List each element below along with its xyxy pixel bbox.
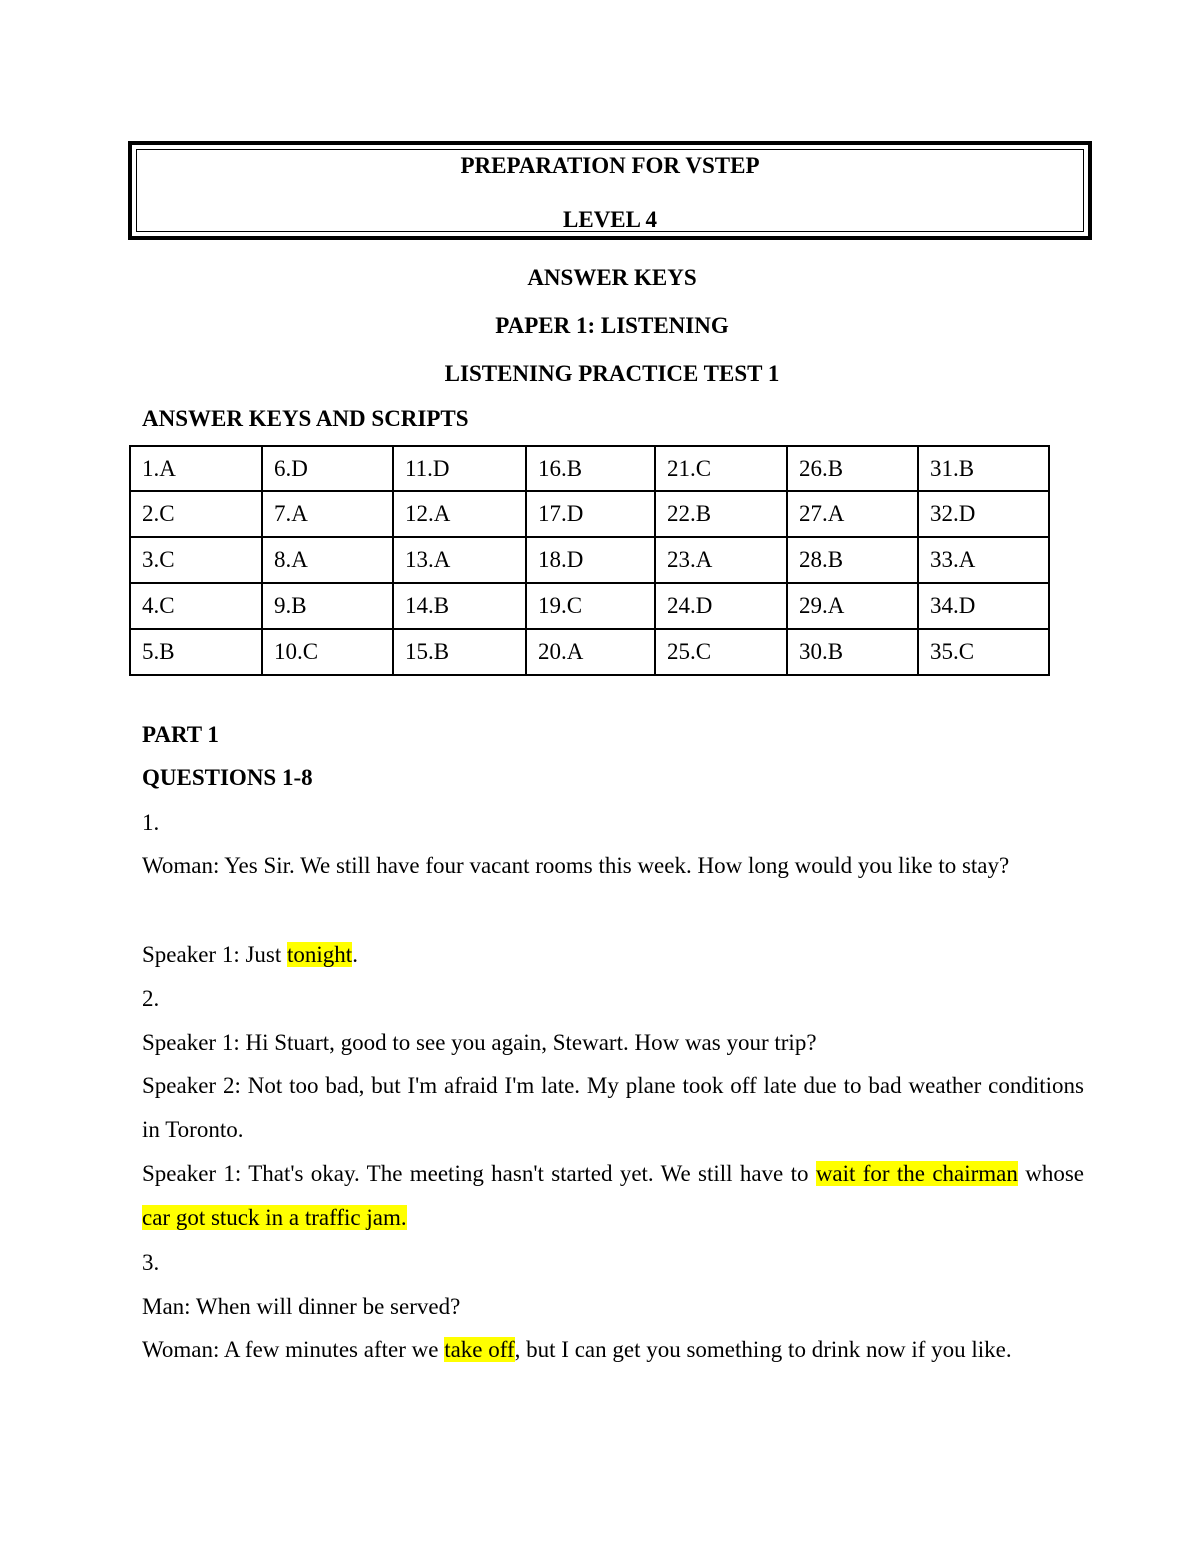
- answer-cell: 17.D: [526, 491, 655, 537]
- script-text: Speaker 2: Not too bad, but I'm afraid I'm late. My plane took off late due to bad weather conditions in Toronto.: [142, 1073, 1084, 1142]
- answer-cell: 32.D: [918, 491, 1049, 537]
- answer-cell: 23.A: [655, 537, 787, 583]
- script-text: Speaker 1: Just: [142, 942, 288, 967]
- answer-cell: 2.C: [130, 491, 262, 537]
- answer-cell: 24.D: [655, 583, 787, 629]
- highlighted-answer: tonight: [287, 942, 353, 967]
- answer-cell: 5.B: [130, 629, 262, 675]
- answer-cell: 16.B: [526, 446, 655, 491]
- heading-test: LISTENING PRACTICE TEST 1: [444, 361, 780, 386]
- answer-cell: 19.C: [526, 583, 655, 629]
- answer-cell: 28.B: [787, 537, 918, 583]
- script-text: , but I can get you something to drink now if you like.: [514, 1337, 1012, 1362]
- answer-cell: 14.B: [393, 583, 526, 629]
- script-line: [142, 942, 358, 968]
- answer-cell: 10.C: [262, 629, 393, 675]
- heading-answer-keys: ANSWER KEYS: [527, 265, 697, 290]
- script-text: .: [352, 942, 358, 967]
- answer-cell: 3.C: [130, 537, 262, 583]
- answer-cell: 9.B: [262, 583, 393, 629]
- answer-cell: 7.A: [262, 491, 393, 537]
- answer-cell: 25.C: [655, 629, 787, 675]
- answer-cell: 11.D: [393, 446, 526, 491]
- script-text: whose: [1017, 1161, 1084, 1186]
- title-box: [128, 141, 1092, 240]
- answer-row: [130, 537, 1049, 583]
- answer-cell: 21.C: [655, 446, 787, 491]
- script-text: Woman: A few minutes after we: [142, 1337, 445, 1362]
- script-line: [142, 1328, 1084, 1372]
- answer-cell: 15.B: [393, 629, 526, 675]
- answer-cell: 4.C: [130, 583, 262, 629]
- script-text: Speaker 1: That's okay. The meeting hasn't started yet. We still have to: [142, 1161, 816, 1186]
- answer-row: [130, 629, 1049, 675]
- heading-section: ANSWER KEYS AND SCRIPTS: [142, 406, 469, 431]
- answer-cell: 35.C: [918, 629, 1049, 675]
- answer-row: [130, 491, 1049, 537]
- answer-cell: 26.B: [787, 446, 918, 491]
- answer-key-table: [129, 445, 1050, 676]
- highlighted-answer: take off: [444, 1337, 515, 1362]
- document-level: LEVEL 4: [563, 207, 657, 232]
- questions-range: QUESTIONS 1-8: [142, 765, 313, 790]
- answer-cell: 29.A: [787, 583, 918, 629]
- question-number: 3.: [142, 1250, 160, 1275]
- answer-cell: 18.D: [526, 537, 655, 583]
- question-number: 1.: [142, 810, 160, 835]
- answer-row: [130, 583, 1049, 629]
- highlighted-answer: car got stuck in a traffic jam.: [142, 1205, 407, 1230]
- answer-cell: 13.A: [393, 537, 526, 583]
- heading-paper: PAPER 1: LISTENING: [495, 313, 729, 338]
- script-line: [142, 1064, 1084, 1152]
- answer-cell: 6.D: [262, 446, 393, 491]
- answer-row: [130, 446, 1049, 491]
- answer-cell: 27.A: [787, 491, 918, 537]
- script-line: Speaker 1: Hi Stuart, good to see you again, Stewart. How was your trip?: [142, 1030, 817, 1055]
- script-line: Man: When will dinner be served?: [142, 1294, 461, 1319]
- answer-cell: 33.A: [918, 537, 1049, 583]
- answer-cell: 30.B: [787, 629, 918, 675]
- answer-cell: 31.B: [918, 446, 1049, 491]
- answer-cell: 12.A: [393, 491, 526, 537]
- script-line: [142, 844, 1084, 888]
- answer-cell: 1.A: [130, 446, 262, 491]
- highlighted-answer: wait for the chairman: [815, 1161, 1018, 1186]
- answer-cell: 20.A: [526, 629, 655, 675]
- part-heading: PART 1: [142, 722, 219, 747]
- script-line: [142, 1152, 1084, 1240]
- question-number: 2.: [142, 986, 160, 1011]
- answer-cell: 34.D: [918, 583, 1049, 629]
- answer-cell: 8.A: [262, 537, 393, 583]
- document-title: PREPARATION FOR VSTEP: [460, 153, 760, 178]
- answer-cell: 22.B: [655, 491, 787, 537]
- script-text: Woman: Yes Sir. We still have four vacant rooms this week. How long would you like to stay?: [142, 853, 1010, 878]
